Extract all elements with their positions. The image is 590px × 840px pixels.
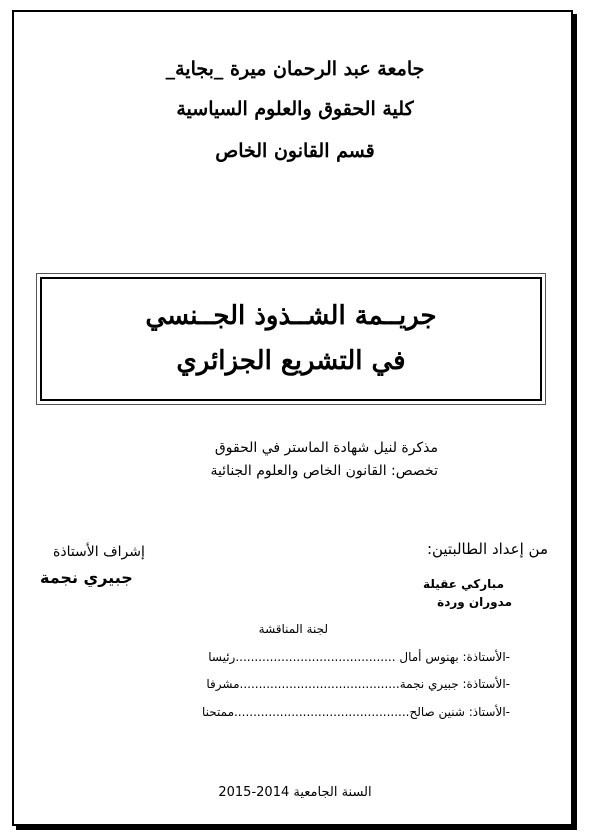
supervision-label: إشراف الأستاذة — [53, 544, 145, 560]
title-box-inner — [40, 277, 542, 401]
thesis-title-line1: جريــمة الشــذوذ الجــنسي — [145, 301, 437, 332]
student-name: مباركي عقيلة — [423, 577, 504, 591]
prepared-by-label: من إعداد الطالبتين: — [426, 540, 548, 558]
memo-degree: مذكرة لنيل شهادة الماستر في الحقوق — [214, 440, 438, 456]
page-border — [12, 10, 573, 826]
academic-year: السنة الجامعية 2014-2015 — [218, 785, 372, 800]
jury-label: لجنة المناقشة — [258, 622, 328, 636]
university-name: جامعة عبد الرحمان ميرة _بجاية_ — [165, 58, 425, 80]
supervisor-name: جبيري نجمة — [40, 568, 133, 587]
thesis-title-line2: في التشريع الجزائري — [176, 346, 406, 376]
jury-member: -الأستاذة: بهنوس أمال ..........................................رئيسا — [208, 650, 510, 664]
student-name: مدوران وردة — [437, 595, 512, 609]
memo-specialty: تخصص: القانون الخاص والعلوم الجنائية — [210, 463, 438, 479]
faculty-name: كلية الحقوق والعلوم السياسية — [176, 98, 414, 120]
jury-member: -الأستاذ: شنين صالح..............................................ممتحنا — [201, 705, 510, 719]
title-box — [36, 273, 546, 405]
department-name: قسم القانون الخاص — [215, 140, 375, 162]
jury-member: -الأستاذة: جبيري نجمة..........................................مشرفا — [206, 677, 510, 691]
